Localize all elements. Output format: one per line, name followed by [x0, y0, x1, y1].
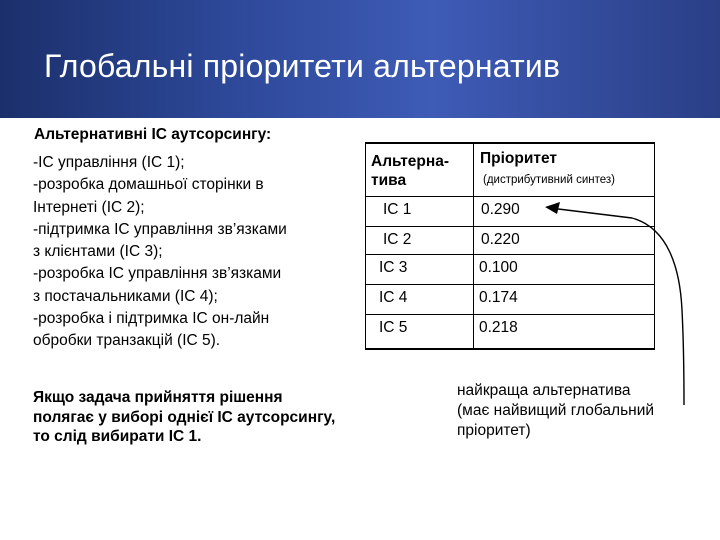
- alternative-line: з клієнтами (ІС 3);: [33, 243, 163, 261]
- alternatives-heading: Альтернативні ІС аутсорсингу:: [34, 126, 272, 143]
- alternative-line: -розробка і підтримка ІС он-лайн: [33, 310, 270, 328]
- header-alternative-line1: Альтерна-: [371, 153, 450, 170]
- alternative-line: -підтримка ІС управління зв’язками: [33, 220, 287, 238]
- alternative-cell: ІС 1: [383, 201, 412, 218]
- conclusion-line: полягає у виборі однієї ІС аутсорсингу,: [33, 408, 336, 426]
- priority-cell: 0.100: [479, 259, 518, 276]
- alternative-line: обробки транзакцій (ІС 5).: [33, 332, 221, 350]
- best-alternative-annotation: [457, 381, 654, 441]
- header-priority-subtitle: (дистрибутивний синтез): [483, 174, 615, 186]
- header-priority-label: Пріоритет: [480, 150, 557, 167]
- alternative-cell: ІС 3: [379, 259, 408, 276]
- priority-cell: 0.290: [481, 201, 520, 218]
- annotation-line: найкраща альтернатива: [457, 382, 631, 399]
- conclusion-line: Якщо задача прийняття рішення: [33, 389, 283, 406]
- alternative-cell: ІС 2: [383, 231, 412, 248]
- alternative-line: з постачальниками (ІС 4);: [33, 287, 218, 305]
- alternative-cell: ІС 4: [379, 289, 408, 306]
- page-title: Глобальні пріоритети альтернатив: [44, 48, 561, 84]
- conclusion-line: то слід вибирати ІС 1.: [33, 428, 202, 445]
- alternative-line: -розробка ІС управління зв’язками: [33, 265, 282, 283]
- alternative-line: -ІС управління (ІС 1);: [33, 154, 185, 171]
- priority-cell: 0.174: [479, 289, 518, 306]
- annotation-line: пріоритет): [457, 422, 531, 439]
- alternative-line: Інтернеті (ІС 2);: [33, 198, 145, 216]
- priority-cell: 0.218: [479, 319, 518, 336]
- priority-cell: 0.220: [481, 231, 520, 248]
- header-alternative-line2: тива: [371, 172, 407, 189]
- alternative-line: -розробка домашньої сторінки в: [33, 176, 264, 194]
- alternative-cell: ІС 5: [379, 319, 408, 336]
- annotation-line: (має найвищий глобальний: [457, 402, 655, 419]
